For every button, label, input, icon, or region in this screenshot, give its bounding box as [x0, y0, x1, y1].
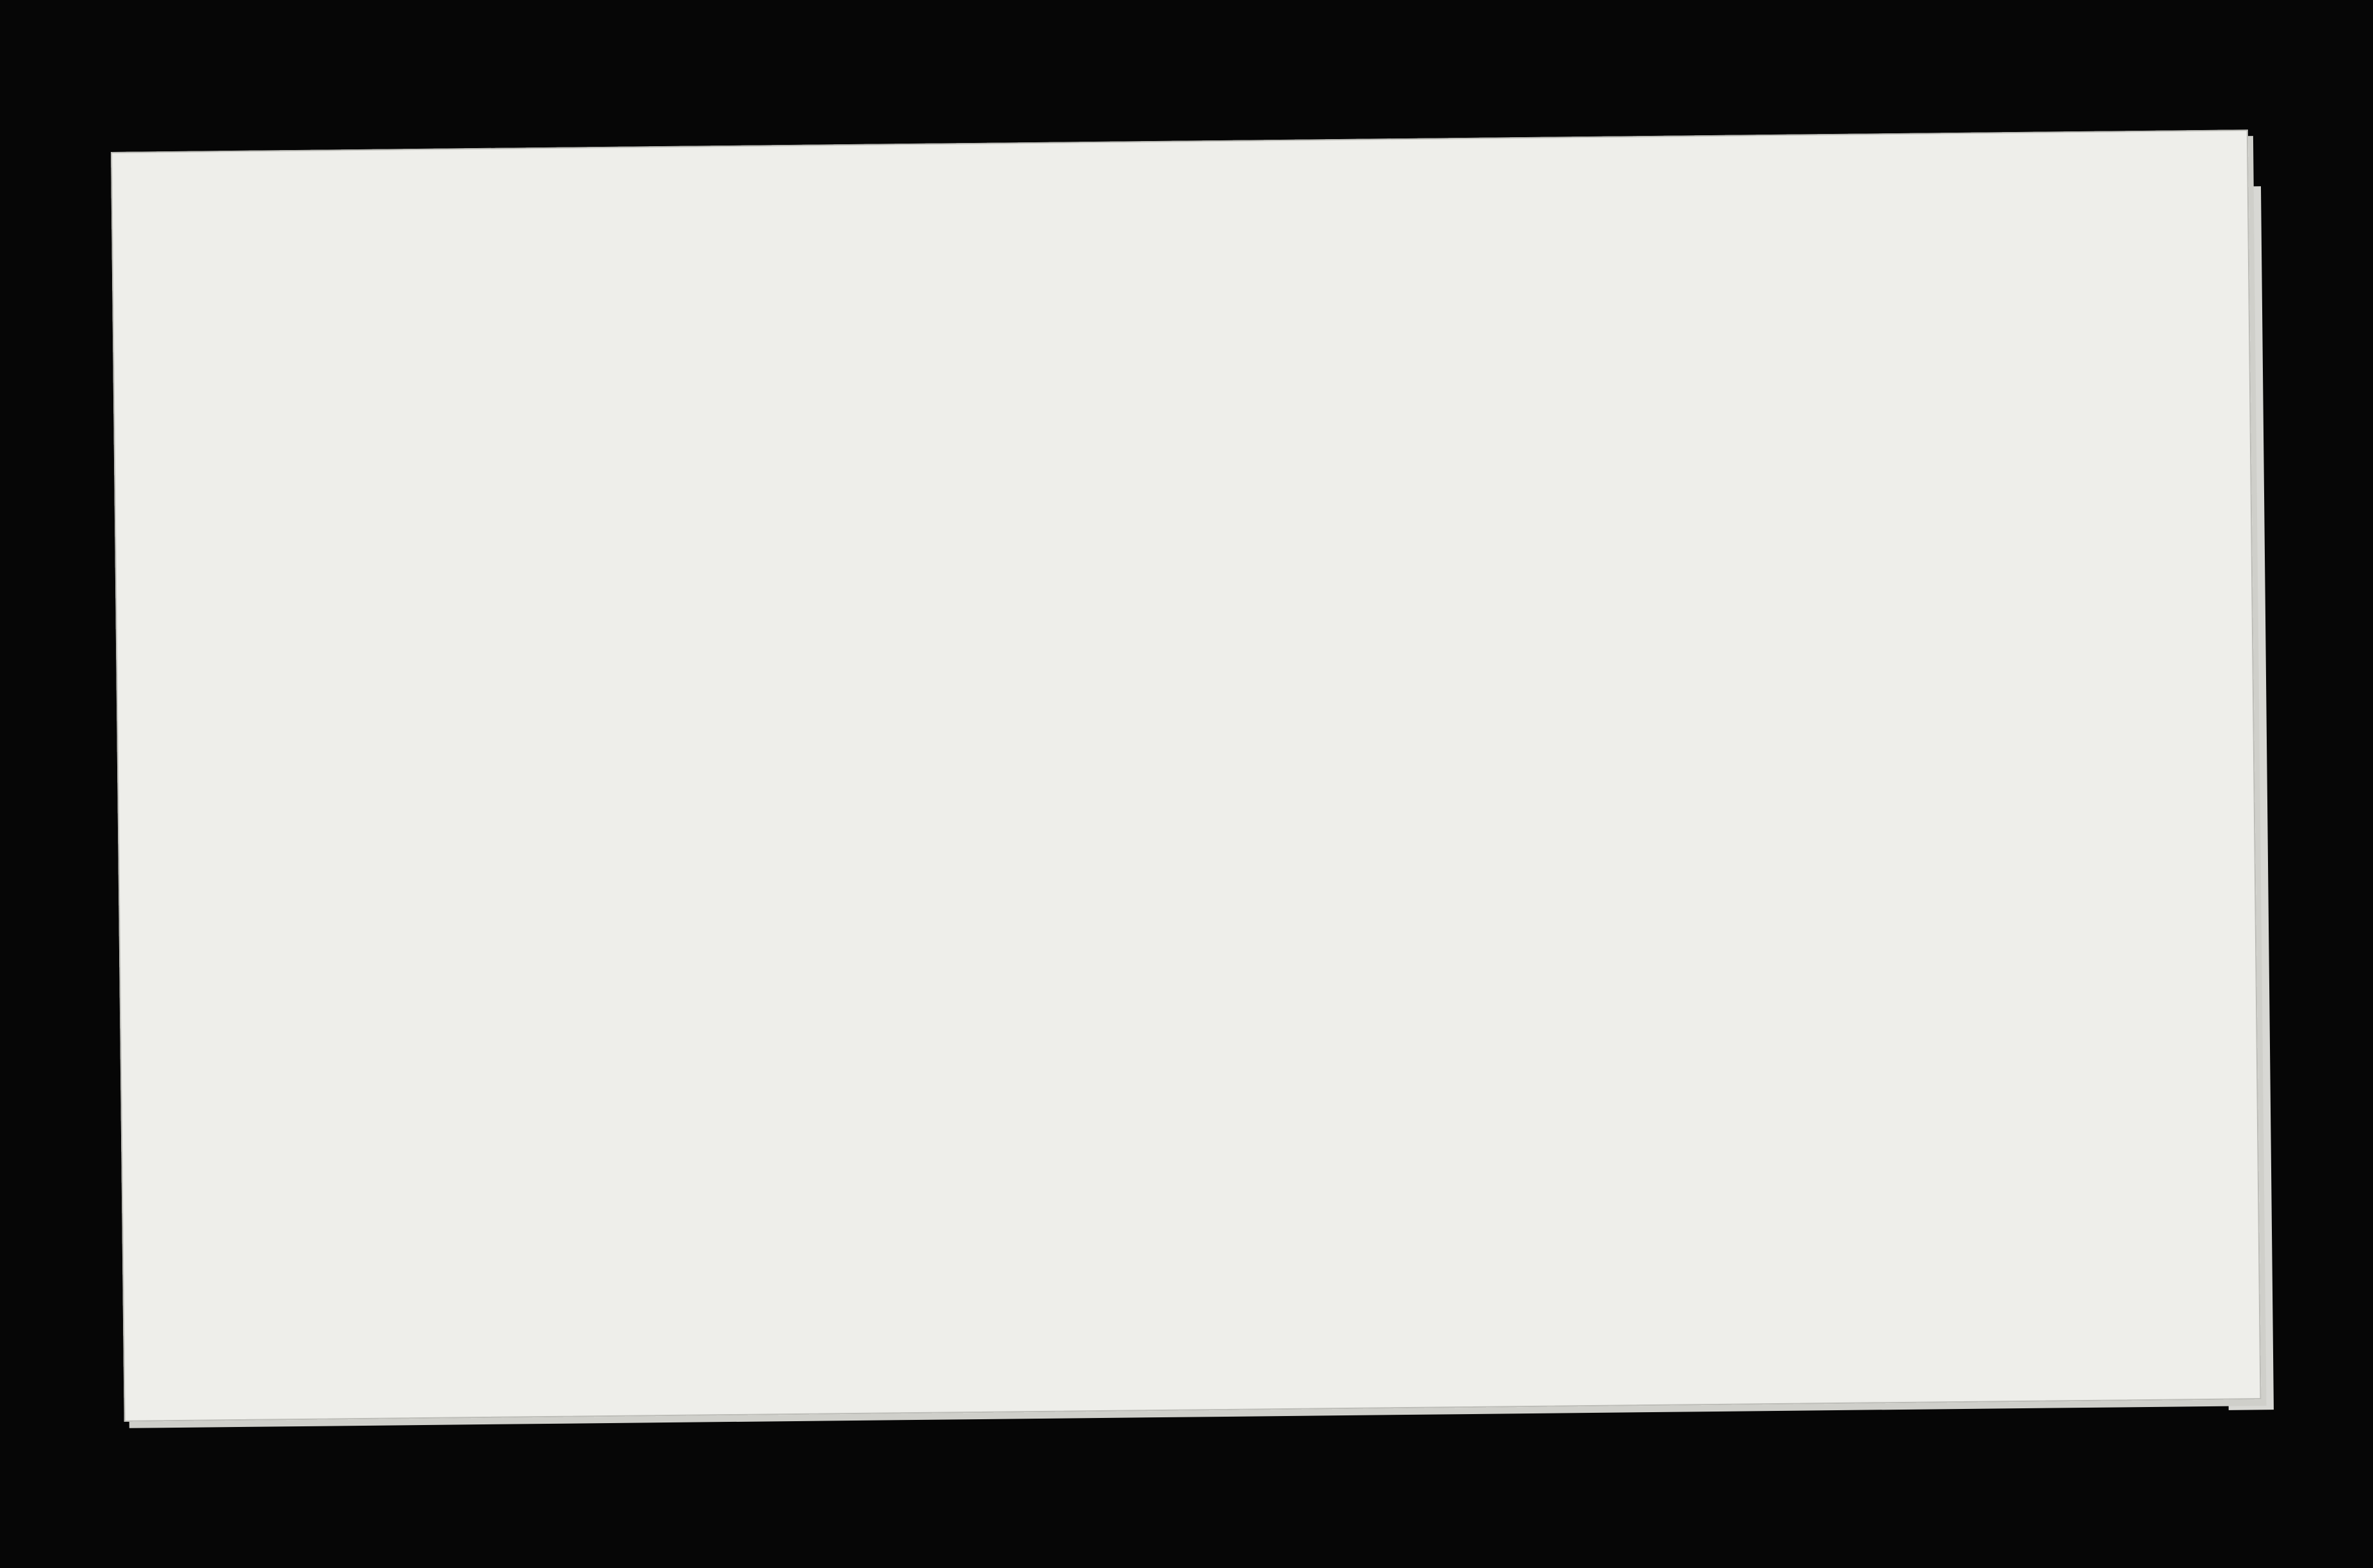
bleed-through-text [111, 129, 2248, 152]
lease-table [111, 129, 2248, 152]
middle-section [111, 129, 2248, 152]
crops-table [111, 129, 2248, 152]
census-card [111, 129, 2261, 1422]
